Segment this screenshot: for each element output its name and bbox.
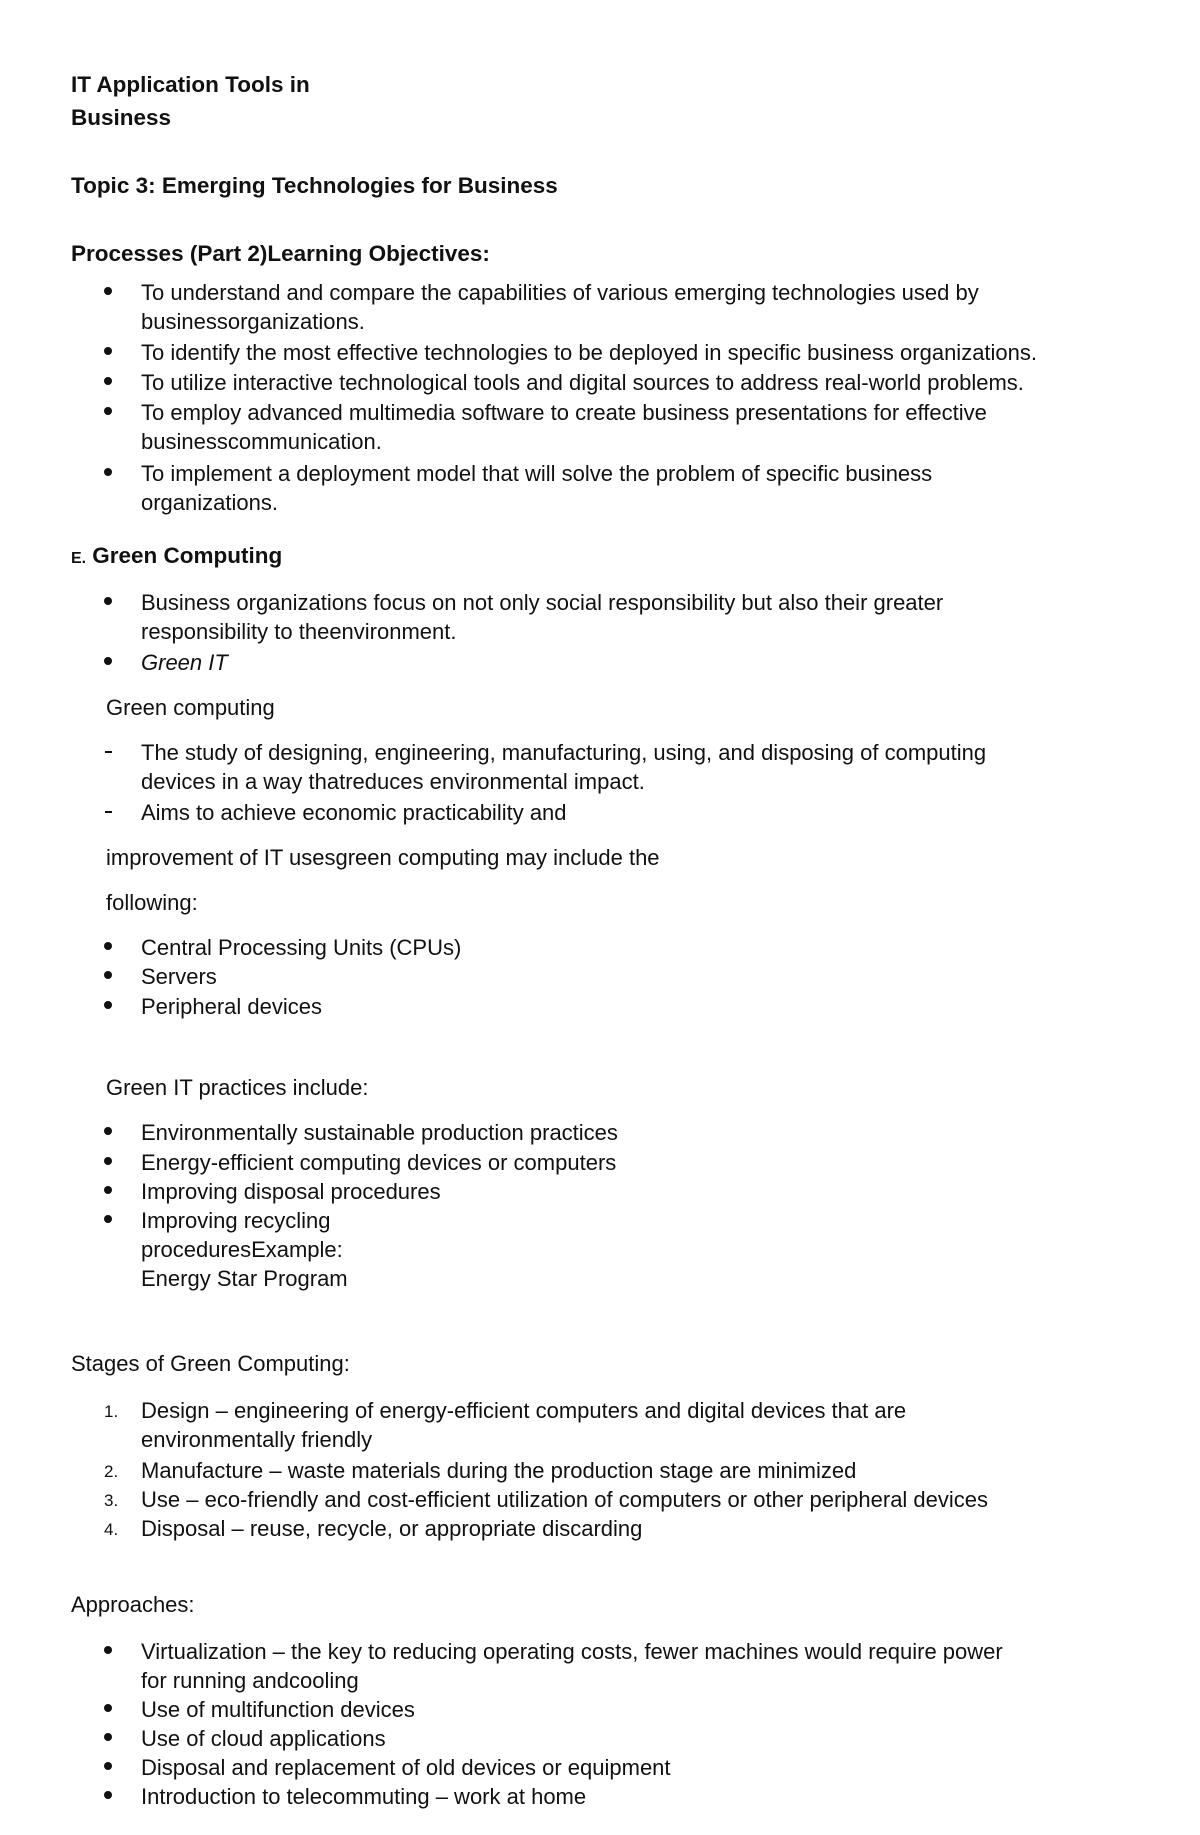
list-item-cont: proceduresExample: — [141, 1237, 343, 1262]
doc-title-line2: Business — [71, 105, 172, 130]
bullet-marker — [104, 1704, 112, 1712]
paragraph-line: improvement of IT usesgreen computing may include the — [106, 845, 660, 870]
section-title: Green Computing — [92, 543, 283, 568]
list-item-cont: businessorganizations. — [141, 309, 365, 334]
dash-marker — [105, 751, 112, 753]
list-item: To utilize interactive technological tools and digital sources to address real-world problems. — [141, 370, 1024, 395]
list-item-cont: environmentally friendly — [141, 1427, 373, 1452]
practices-label: Green IT practices include: — [106, 1075, 369, 1100]
green-computing-label: Green computing — [106, 695, 275, 720]
list-item: Improving disposal procedures — [141, 1179, 441, 1204]
list-item: Use of multifunction devices — [141, 1697, 415, 1722]
bullet-marker — [104, 287, 112, 295]
bullet-marker — [104, 657, 112, 665]
list-item-cont: for running andcooling — [141, 1668, 359, 1693]
list-item: Energy-efficient computing devices or computers — [141, 1150, 617, 1175]
doc-title-line1: IT Application Tools in — [71, 72, 310, 97]
list-item: Environmentally sustainable production practices — [141, 1120, 618, 1145]
list-item: Use of cloud applications — [141, 1726, 386, 1751]
bullet-marker — [104, 1001, 112, 1009]
bullet-marker — [104, 1186, 112, 1194]
list-item: Central Processing Units (CPUs) — [141, 935, 462, 960]
bullet-marker — [104, 347, 112, 355]
bullet-marker — [104, 1733, 112, 1741]
bullet-marker — [104, 1762, 112, 1770]
list-item-cont: organizations. — [141, 490, 278, 515]
bullet-marker — [104, 1646, 112, 1654]
paragraph-line: following: — [106, 890, 198, 915]
bullet-marker — [104, 468, 112, 476]
bullet-marker — [104, 407, 112, 415]
bullet-marker — [104, 1215, 112, 1223]
section-marker: E. — [71, 550, 87, 567]
list-item: Improving recycling — [141, 1208, 331, 1233]
list-item: Aims to achieve economic practicability and — [141, 800, 567, 825]
bullet-marker — [104, 1157, 112, 1165]
bullet-marker — [104, 597, 112, 605]
list-item: Use – eco-friendly and cost-efficient utilization of computers or other peripheral devices — [141, 1487, 989, 1512]
list-item-cont: devices in a way thatreduces environmental impact. — [141, 769, 645, 794]
objectives-heading: Processes (Part 2)Learning Objectives: — [71, 241, 490, 266]
list-item: To understand and compare the capabilities of various emerging technologies used by — [141, 280, 979, 305]
list-item: Business organizations focus on not only social responsibility but also their greater — [141, 590, 944, 615]
list-item-cont: businesscommunication. — [141, 429, 382, 454]
bullet-marker — [104, 942, 112, 950]
list-number: 2. — [104, 1462, 119, 1481]
list-item-cont: responsibility to theenvironment. — [141, 619, 457, 644]
stages-heading: Stages of Green Computing: — [71, 1351, 350, 1376]
section-e-heading — [71, 545, 282, 568]
list-item: The study of designing, engineering, manufacturing, using, and disposing of computing — [141, 740, 987, 765]
topic-heading: Topic 3: Emerging Technologies for Business — [71, 173, 558, 198]
dash-marker — [105, 811, 112, 813]
list-item: Disposal and replacement of old devices or equipment — [141, 1755, 671, 1780]
list-item-cont: Energy Star Program — [141, 1266, 348, 1291]
list-item: Peripheral devices — [141, 994, 322, 1019]
list-item: Virtualization – the key to reducing operating costs, fewer machines would require power — [141, 1639, 1003, 1664]
list-item: Introduction to telecommuting – work at home — [141, 1784, 587, 1809]
list-item: To identify the most effective technologies to be deployed in specific business organizations. — [141, 340, 1038, 365]
list-item: Servers — [141, 964, 217, 989]
approaches-heading: Approaches: — [71, 1592, 195, 1617]
list-item: To employ advanced multimedia software to create business presentations for effective — [141, 400, 987, 425]
list-number: 1. — [104, 1402, 119, 1421]
list-item: To implement a deployment model that will solve the problem of specific business — [141, 461, 933, 486]
bullet-marker — [104, 1791, 112, 1799]
bullet-marker — [104, 1127, 112, 1135]
list-item: Disposal – reuse, recycle, or appropriate discarding — [141, 1516, 643, 1541]
list-item: Manufacture – waste materials during the production stage are minimized — [141, 1458, 857, 1483]
list-item: Green IT — [141, 650, 228, 675]
bullet-marker — [104, 377, 112, 385]
list-number: 3. — [104, 1491, 119, 1510]
list-number: 4. — [104, 1520, 119, 1539]
list-item: Design – engineering of energy-efficient computers and digital devices that are — [141, 1398, 907, 1423]
bullet-marker — [104, 971, 112, 979]
